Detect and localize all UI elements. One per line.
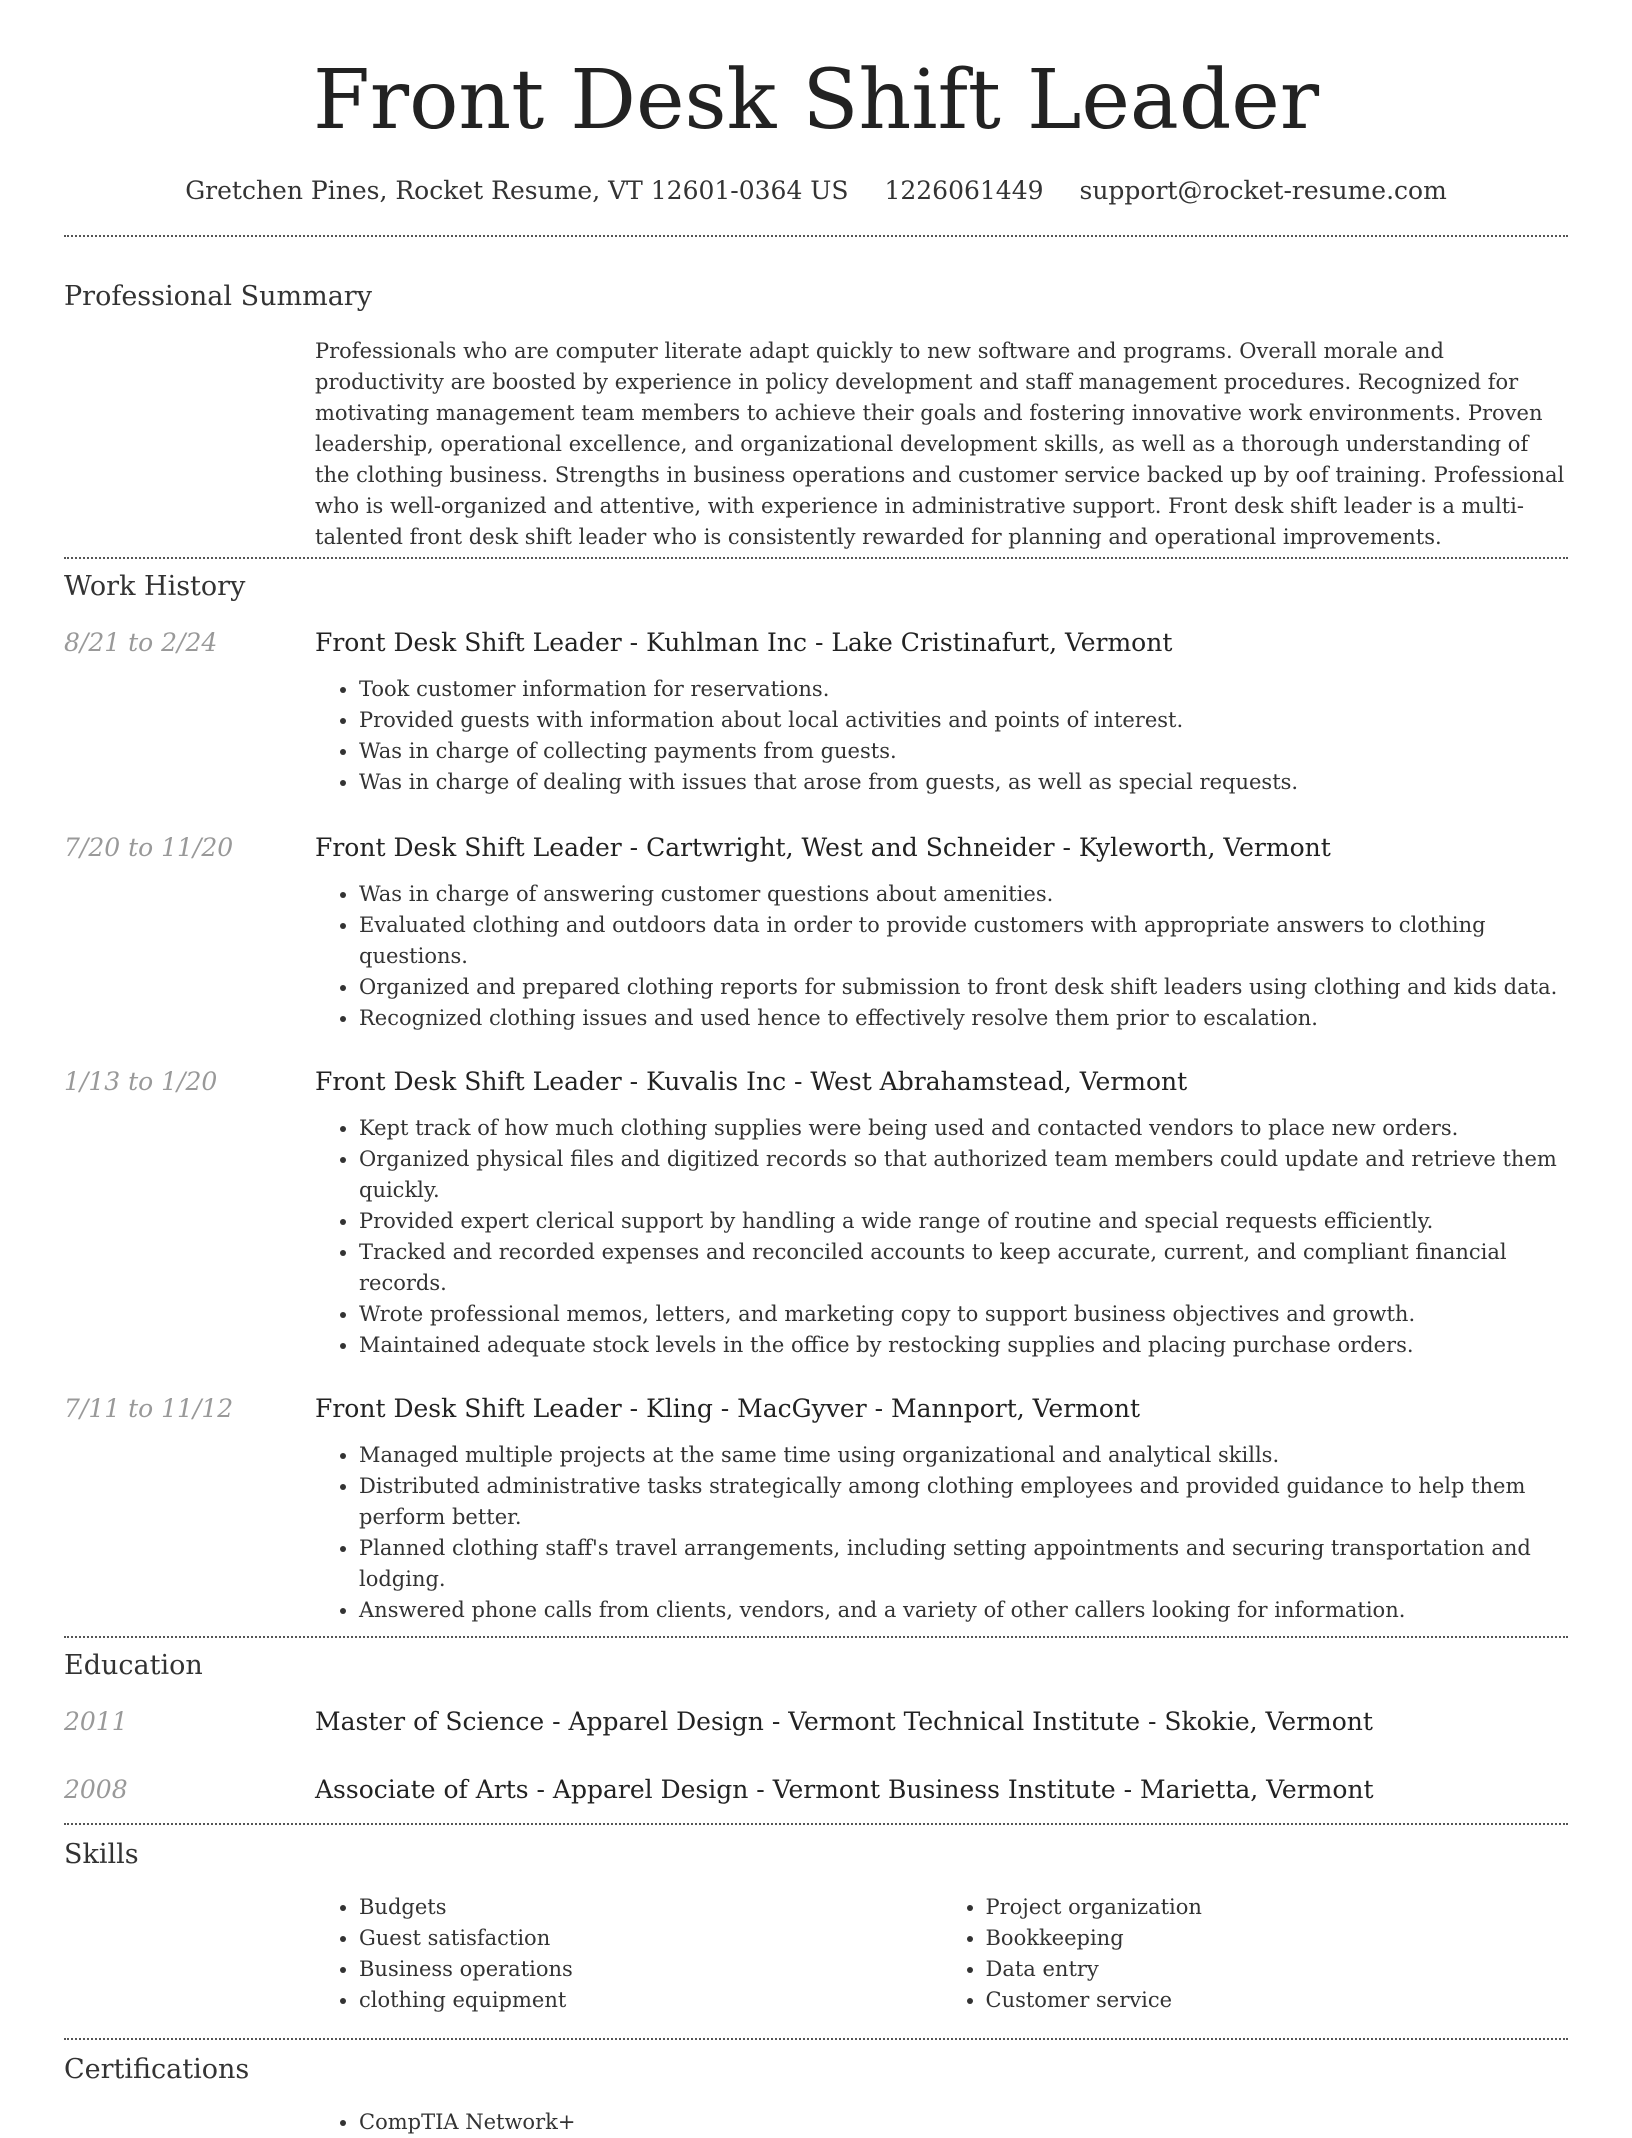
job-bullets [315,1440,1568,1626]
resume-title: Front Desk Shift Leader [312,53,1320,148]
resume-page [64,0,1568,2138]
certifications-section [64,2054,1568,2138]
skills-section [64,1839,1568,2016]
summary-section [64,281,1568,553]
list-item: • clothing equipment [359,1985,942,2016]
list-item: • Business operations [359,1954,942,1985]
skills-list-right [942,1892,1569,2016]
contact-email: support@rocket-resume.com [1079,176,1447,205]
education-date: 2011 [64,1707,128,1736]
list-item: • Customer service [986,1985,1569,2016]
skills-list-left [315,1892,942,2016]
section-divider [64,2038,1568,2040]
list-item: • Was in charge of collecting payments from guests. [359,736,1568,767]
section-divider [64,1636,1568,1638]
summary-text: Professionals who are computer literate adapt quickly to new software and programs. Overall morale and productivity are boosted by experience in policy development and staff management procedures. Recognized for motivating management team members to achieve their goals and fostering innovative work environments. Proven leadership, operational excellence, and organizational development skills, as well as a thorough understanding of the clothing business. Strengths in business operations and customer service backed up by oof training. Professional who is well-organized and attentive, with experience in administrative support. Front desk shift leader is a multi-talented front desk shift leader who is consistently rewarded for planning and operational improvements. [315,339,1565,549]
job-date: 8/21 to 2/24 [64,628,218,657]
job-date: 7/20 to 11/20 [64,833,234,862]
education-entry [64,1707,1568,1737]
job-title: Front Desk Shift Leader - Kuhlman Inc - Lake Cristinafurt, Vermont [315,628,1173,657]
contact-line [64,176,1568,205]
section-heading-summary: Professional Summary [64,281,372,312]
list-item: • Provided expert clerical support by handling a wide range of routine and special requests efficiently. [359,1206,1568,1237]
list-item: • Answered phone calls from clients, vendors, and a variety of other callers looking for information. [359,1595,1568,1626]
job-title: Front Desk Shift Leader - Kuvalis Inc - West Abrahamstead, Vermont [315,1067,1188,1096]
list-item: • Data entry [986,1954,1569,1985]
job-title: Front Desk Shift Leader - Cartwright, West and Schneider - Kyleworth, Vermont [315,833,1331,862]
list-item: • Organized physical files and digitized records so that authorized team members could update and retrieve them quickly. [359,1144,1568,1206]
list-item: • Kept track of how much clothing supplies were being used and contacted vendors to place new orders. [359,1113,1568,1144]
list-item: • Project organization [986,1892,1569,1923]
work-history-section [64,571,1568,1626]
skills-columns [315,1892,1568,2016]
list-item: • Wrote professional memos, letters, and marketing copy to support business objectives and growth. [359,1299,1568,1330]
section-divider [64,557,1568,559]
education-date: 2008 [64,1775,128,1804]
list-item: • Recognized clothing issues and used hence to effectively resolve them prior to escalation. [359,1003,1568,1034]
section-heading-education: Education [64,1650,203,1681]
job-entry [64,833,1568,1034]
list-item: • Evaluated clothing and outdoors data in order to provide customers with appropriate answers to clothing questions. [359,910,1568,972]
education-entry [64,1775,1568,1805]
list-item: • Took customer information for reservations. [359,674,1568,705]
job-entry [64,1394,1568,1626]
section-heading-skills: Skills [64,1839,139,1870]
job-title: Front Desk Shift Leader - Kling - MacGyver - Mannport, Vermont [315,1394,1141,1423]
list-item: • Maintained adequate stock levels in the office by restocking supplies and placing purchase orders. [359,1330,1568,1361]
list-item: • Was in charge of dealing with issues that arose from guests, as well as special requests. [359,767,1568,798]
contact-address: Gretchen Pines, Rocket Resume, VT 12601-0364 US [185,176,849,205]
list-item: • Bookkeeping [986,1923,1569,1954]
education-title: Associate of Arts - Apparel Design - Vermont Business Institute - Marietta, Vermont [315,1775,1374,1804]
section-divider [64,235,1568,237]
list-item: • Guest satisfaction [359,1923,942,1954]
job-date: 7/11 to 11/12 [64,1394,234,1423]
section-heading-certifications: Certifications [64,2054,250,2085]
list-item: • CompTIA Network+ [359,2107,1568,2138]
list-item: • Managed multiple projects at the same time using organizational and analytical skills. [359,1440,1568,1471]
list-item: • Tracked and recorded expenses and reconciled accounts to keep accurate, current, and compliant financial records. [359,1237,1568,1299]
list-item: • Distributed administrative tasks strategically among clothing employees and provided guidance to help them perform better. [359,1471,1568,1533]
section-heading-work-history: Work History [64,571,246,602]
job-bullets [315,1113,1568,1361]
list-item: • Budgets [359,1892,942,1923]
job-date: 1/13 to 1/20 [64,1067,218,1096]
contact-phone: 1226061449 [884,176,1044,205]
list-item: • Organized and prepared clothing reports for submission to front desk shift leaders using clothing and kids data. [359,972,1568,1003]
job-entry [64,1067,1568,1361]
job-entry [64,628,1568,798]
list-item: • Was in charge of answering customer questions about amenities. [359,879,1568,910]
list-item: • Provided guests with information about local activities and points of interest. [359,705,1568,736]
job-bullets [315,674,1568,798]
education-title: Master of Science - Apparel Design - Vermont Technical Institute - Skokie, Vermont [315,1707,1373,1736]
list-item: • Planned clothing staff's travel arrangements, including setting appointments and securing transportation and lodging. [359,1533,1568,1595]
job-bullets [315,879,1568,1034]
section-divider [64,1823,1568,1825]
education-section [64,1650,1568,1805]
